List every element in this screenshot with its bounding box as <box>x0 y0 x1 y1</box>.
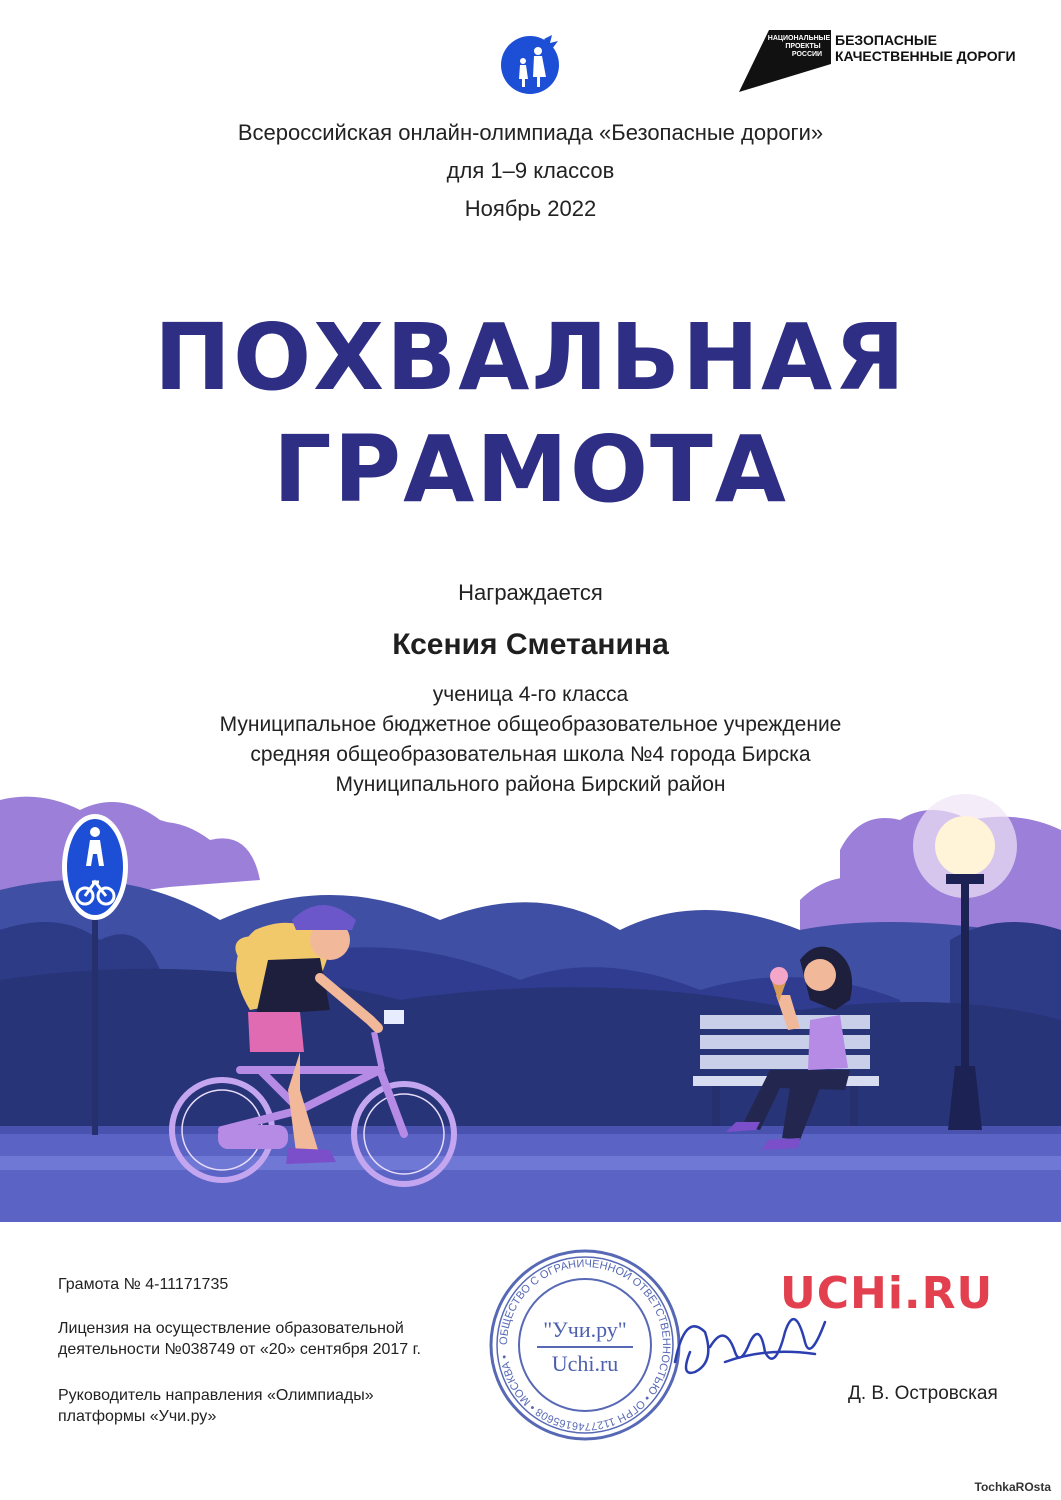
school-line3: Муниципального района Бирский район <box>335 773 726 796</box>
safe-roads-logo <box>739 30 1039 94</box>
signatory-name: Д. В. Островская <box>848 1383 998 1404</box>
watermark: TochkaROsta <box>974 1480 1051 1494</box>
safe-roads-logo-line1: БЕЗОПАСНЫЕ <box>835 32 937 48</box>
olympiad-date: Ноябрь 2022 <box>464 196 597 221</box>
company-stamp <box>485 1245 685 1445</box>
national-projects-logo-icon <box>739 30 831 92</box>
license-line2: деятельности №038749 от «20» сентября 2017 г. <box>58 1341 421 1358</box>
school-line1: Муниципальное бюджетное общеобразовательное учреждение <box>219 713 842 736</box>
safe-roads-logo-line2: КАЧЕСТВЕННЫЕ ДОРОГИ <box>835 48 1016 64</box>
certificate-number: Грамота № 4-11171735 <box>58 1276 229 1293</box>
platform-head-line1: Руководитель направления «Олимпиады» <box>58 1387 374 1404</box>
stamp-ring-text: ОБЩЕСТВО С ОГРАНИЧЕННОЙ ОТВЕТСТВЕННОСТЬЮ • ОГРН 1127746165608 • МОСКВА • <box>497 1257 673 1433</box>
svg-text:ОБЩЕСТВО С ОГРАНИЧЕННОЙ ОТВЕТС <box>498 1258 672 1432</box>
recipient-name: Ксения Сметанина <box>392 628 669 661</box>
certificate-title-line2: ГРАМОТА <box>273 416 788 523</box>
stamp-center-line2: Uchi.ru <box>551 1351 619 1376</box>
olympiad-name: Всероссийская онлайн-олимпиада «Безопасные дороги» <box>237 120 824 145</box>
road <box>0 1126 1061 1222</box>
school-line2: средняя общеобразовательная школа №4 города Бирска <box>250 743 811 766</box>
certificate-title-line1: ПОХВАЛЬНАЯ <box>153 304 908 411</box>
svg-text:НАЦИОНАЛЬНЫЕ: НАЦИОНАЛЬНЫЕ <box>767 35 831 42</box>
svg-text:РОССИИ: РОССИИ <box>791 51 823 58</box>
license-line1: Лицензия на осуществление образовательной <box>58 1320 404 1337</box>
platform-head-info <box>58 1385 374 1427</box>
child-road-safety-emblem-icon <box>500 33 562 95</box>
license-info <box>58 1318 421 1360</box>
olympiad-grades: для 1–9 классов <box>446 158 615 183</box>
awarded-label: Награждается <box>458 580 603 605</box>
certificate-title <box>0 302 1061 526</box>
platform-head-line2: платформы «Учи.ру» <box>58 1408 217 1425</box>
stamp-center-line1: "Учи.ру" <box>543 1317 627 1342</box>
olympiad-intro <box>0 114 1061 228</box>
park-road-illustration <box>0 770 1061 1222</box>
recipient-grade: ученица 4-го класса <box>432 683 629 706</box>
svg-text:ПРОЕКТЫ: ПРОЕКТЫ <box>785 43 821 50</box>
uchi-ru-logo: UCHi.RU <box>780 1268 994 1319</box>
